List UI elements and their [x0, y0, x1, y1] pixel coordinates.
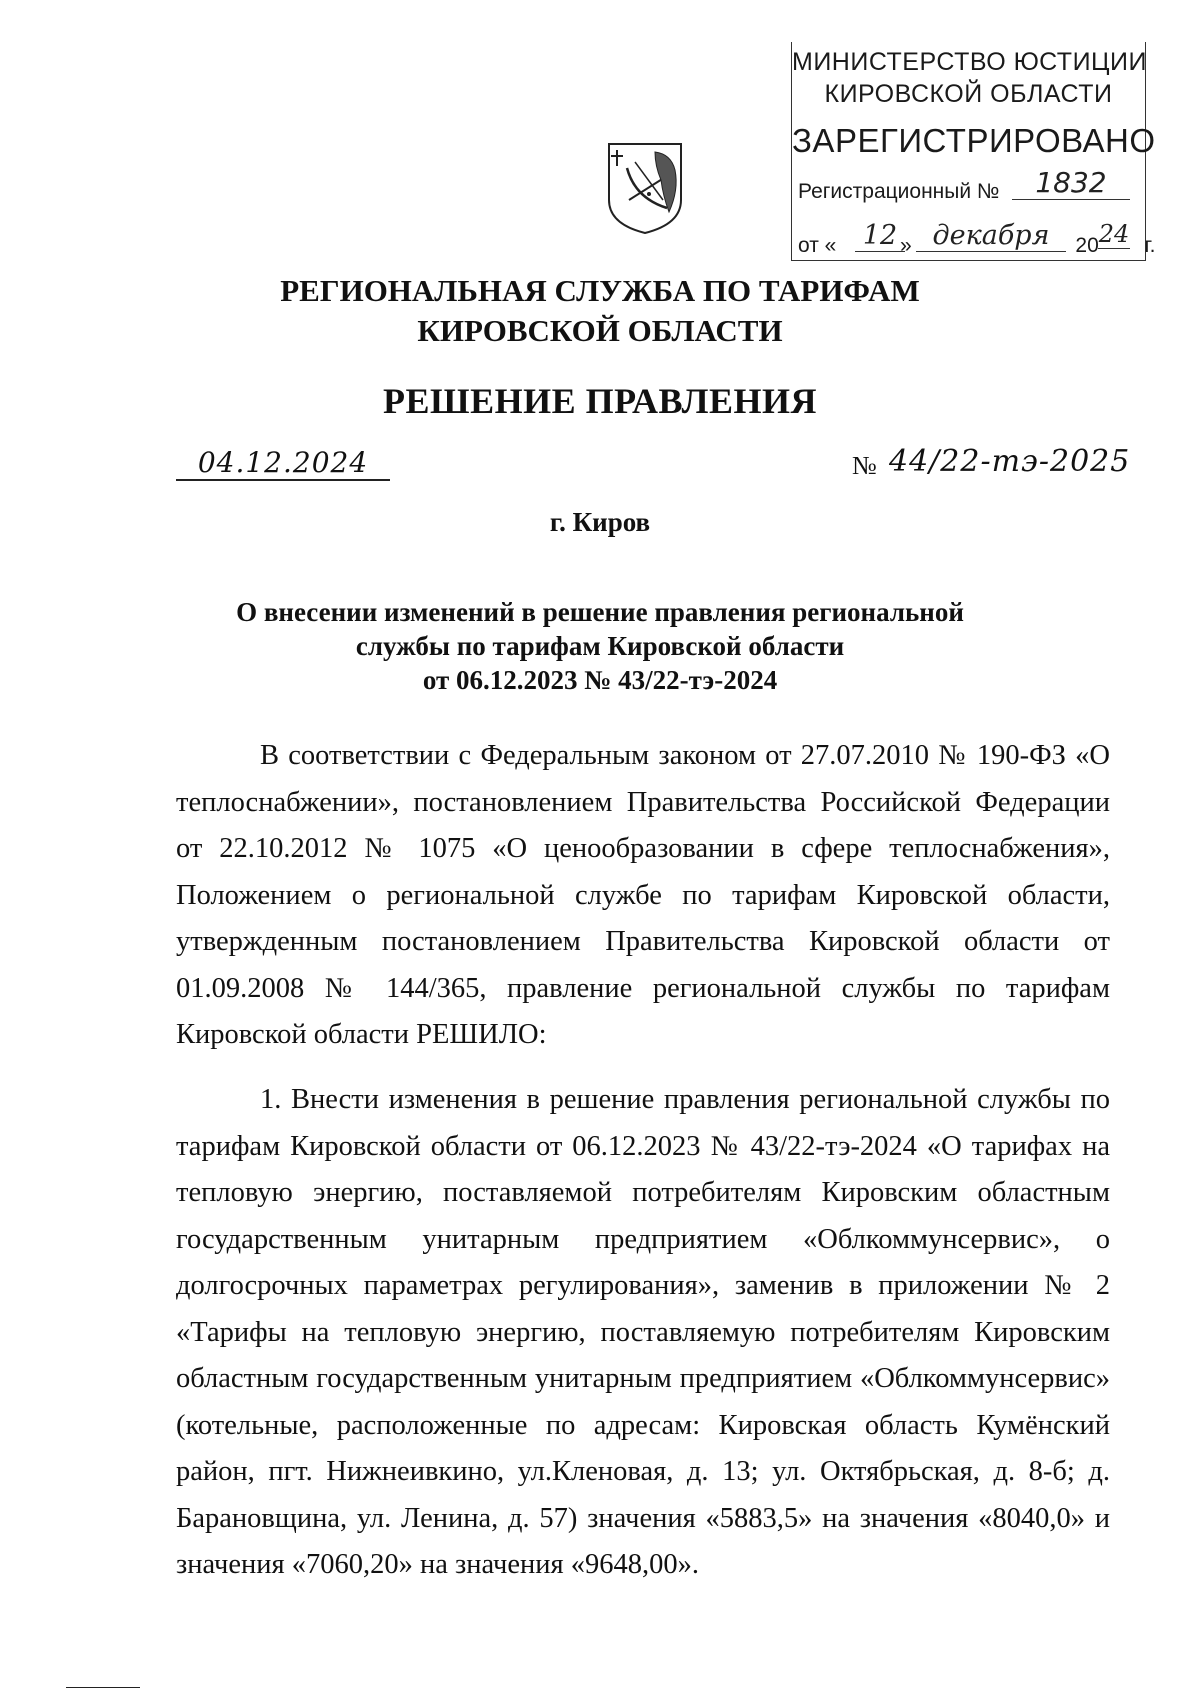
stamp-reg-label: Регистрационный №: [798, 180, 1000, 203]
stamp-date-year: 24: [1098, 220, 1130, 248]
stamp-date-from: от «: [798, 234, 837, 257]
document-type: РЕШЕНИЕ ПРАВЛЕНИЯ: [383, 381, 817, 421]
stamp-date-day: 12: [855, 220, 905, 252]
stamp-date-year-prefix: 20: [1075, 234, 1099, 257]
stamp-date-quote-close: »: [900, 234, 912, 257]
stamp-date-g: г.: [1144, 234, 1156, 257]
org-name-line1: РЕГИОНАЛЬНАЯ СЛУЖБА ПО ТАРИФАМ: [280, 273, 920, 308]
stamp-ministry: МИНИСТЕРСТВО ЮСТИЦИИ: [792, 48, 1147, 76]
subject-line3: от 06.12.2023 № 43/22-тэ-2024: [422, 665, 778, 695]
document-number: 44/22-тэ-2025: [889, 444, 1131, 479]
stamp-region: КИРОВСКОЙ ОБЛАСТИ: [824, 80, 1113, 108]
paragraph-basis: В соответствии с Федеральным законом от 27.07.2010 № 190-ФЗ «О теплоснабжении», постановлением Правительства Российской Федерации от 22.10.2012 № 1075 «О ценообразовании в сфере теплоснабжения», Положением о региональной службе по тарифам Кировской области, утвержденным постановлением Правительства Кировской области от 01.09.2008 № 144/365, правление региональной службы по тарифам Кировской области РЕШИЛО:: [176, 740, 1110, 1050]
document-number-label: №: [852, 451, 877, 480]
stamp-reg-number: 1832: [1012, 166, 1130, 200]
document-city: г. Киров: [549, 507, 651, 537]
footnote-divider: [66, 1687, 140, 1688]
org-name-line2: КИРОВСКОЙ ОБЛАСТИ: [417, 313, 783, 348]
document-date: 04.12.2024: [176, 446, 390, 481]
stamp-date-month: декабря: [916, 220, 1066, 252]
kirov-coat-of-arms-icon: [605, 140, 685, 236]
subject-line1: О внесении изменений в решение правления региональной: [236, 597, 964, 627]
registration-stamp: [791, 42, 1156, 261]
subject-line2: службы по тарифам Кировской области: [355, 631, 845, 661]
stamp-status: ЗАРЕГИСТРИРОВАНО: [792, 122, 1156, 159]
paragraph-item-1: 1. Внести изменения в решение правления региональной службы по тарифам Кировской области от 06.12.2023 № 43/22-тэ-2024 «О тарифах на тепловую энергию, поставляемой потребителям Кировским областным государственным унитарным предприятием «Облкоммунсервис», о долгосрочных параметрах регулирования», заменив в приложении № 2 «Тарифы на тепловую энергию, поставляемую потребителям Кировским областным государственным унитарным предприятием «Облкоммунсервис» (котельные, расположенные по адресам: Кировская область Кумёнский район, пгт. Нижнеивкино, ул.Кленовая, д. 13; ул. Октябрьская, д. 8-б; д. Барановщина, ул. Ленина, д. 57) значения «5883,5» на значения «8040,0» и значения «7060,20» на значения «9648,00».: [176, 1084, 1110, 1580]
